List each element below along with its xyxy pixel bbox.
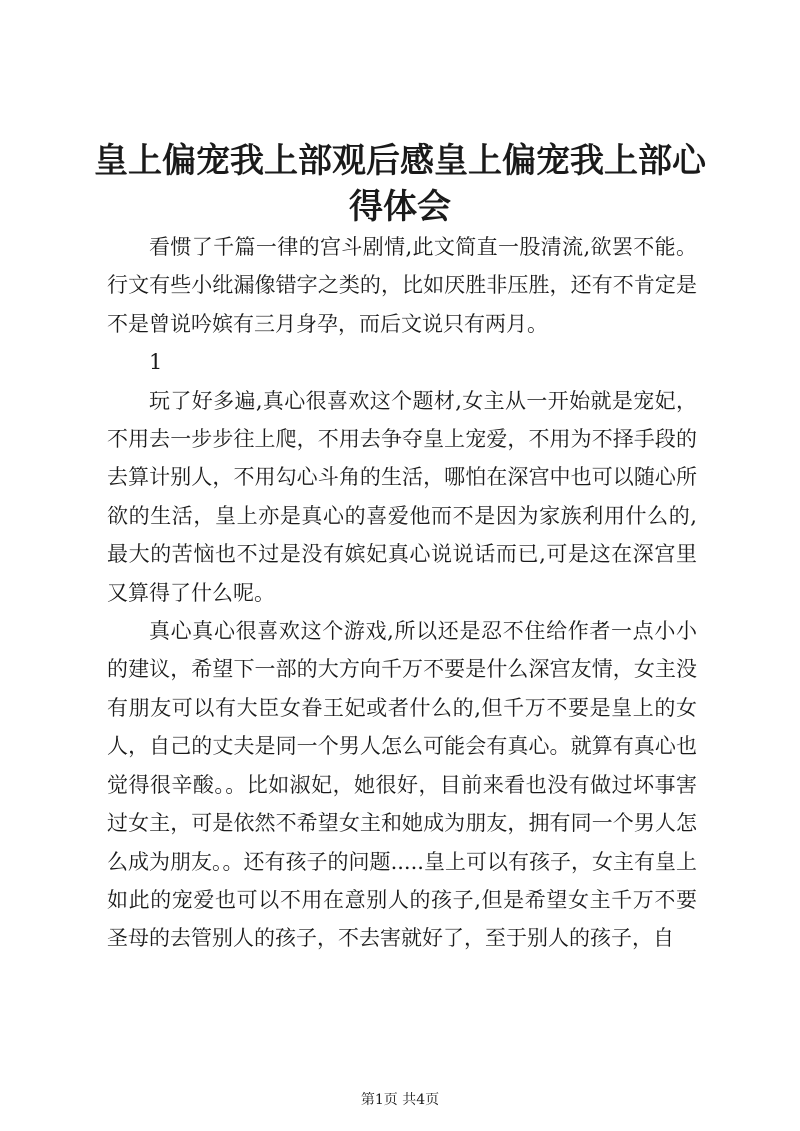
document-body [107,228,697,958]
paragraph: 真心真心很喜欢这个游戏,所以还是忍不住给作者一点小小的建议，希望下一部的大方向千万不要是什么深宫友情，女主没有朋友可以有大臣女眷王妃或者什么的,但千万不要是皇上的女人，自己的丈夫是同一个男人怎么可能会有真心。就算有真心也觉得很辛酸。。比如淑妃，她很好，目前来看也没有做过坏事害过女主，可是依然不希望女主和她成为朋友，拥有同一个男人怎么成为朋友。。还有孩子的问题.....皇上可以有孩子，女主有皇上如此的宠爱也可以不用在意别人的孩子,但是希望女主千万不要圣母的去管别人的孩子，不去害就好了，至于别人的孩子，自 [107,619,697,951]
document-title: 皇上偏宠我上部观后感皇上偏宠我上部心得体会 [94,141,706,227]
paragraph: 玩了好多遍,真心很喜欢这个题材,女主从一开始就是宠妃，不用去一步步往上爬，不用去争夺皇上宠爱，不用为不择手段的去算计别人，不用勾心斗角的生活，哪怕在深宫中也可以随心所欲的生活，皇上亦是真心的喜爱他而不是因为家族利用什么的,最大的苦恼也不过是没有嫔妃真心说说话而已,可是这在深宫里又算得了什么呢。 [107,388,697,605]
paragraph: 看惯了千篇一律的宫斗剧情,此文简直一股清流,欲罢不能。行文有些小纰漏像错字之类的，比如厌胜非压胜，还有不肯定是不是曾说吟嫔有三月身孕，而后文说只有两月。 [107,235,697,336]
paragraph-number: 1 [149,350,163,375]
page-footer: 第1页 共4页 [360,1092,440,1108]
